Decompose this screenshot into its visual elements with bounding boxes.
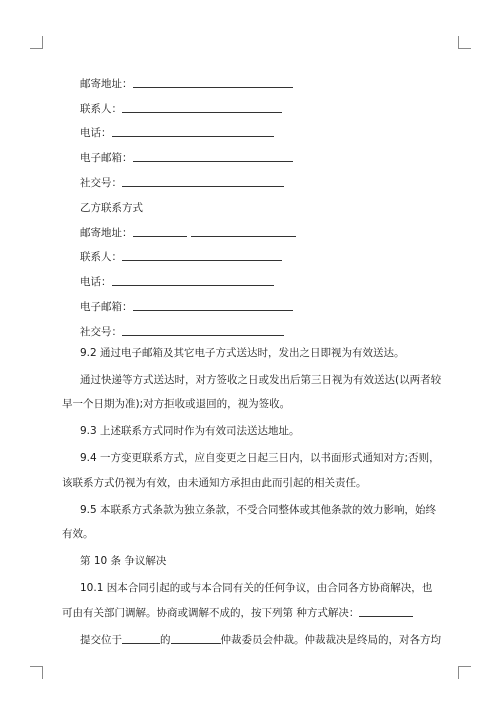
arb-prefix: 提交位于: [80, 633, 122, 646]
fill-line[interactable]: [112, 126, 274, 137]
field-label: 电话：: [80, 276, 112, 289]
party-b-title: 乙方联系方式: [80, 201, 143, 214]
field-label: 电话：: [80, 127, 112, 140]
field-email-b: [62, 289, 442, 314]
fill-line[interactable]: [122, 325, 284, 336]
fill-line[interactable]: [122, 250, 282, 261]
field-label: 邮寄地址：: [80, 77, 133, 90]
field-label: 邮寄地址：: [80, 226, 133, 239]
arb-suffix: 仲裁委员会仲裁。仲裁裁决是终局的，对各方均: [220, 633, 441, 646]
fill-line[interactable]: [112, 275, 274, 286]
field-phone-a: [62, 116, 442, 141]
field-label: 社交号：: [80, 176, 122, 189]
field-label: 电子邮箱：: [80, 152, 133, 165]
clause-10-1-text: 10.1 因本合同引起的或与本合同有关的任何争议，由合同各方协商解决，也可由有关部门调解。协商或调解不成的，按下列第 种方式解决：: [62, 581, 433, 619]
clause-9-5: 9.5 本联系方式条款为独立条款，不受合同整体或其他条款的效力影响，始终有效。: [62, 503, 437, 541]
field-email-a: [62, 140, 442, 165]
fill-line[interactable]: [191, 226, 296, 237]
fill-line[interactable]: [133, 300, 293, 311]
field-mailing-address-b: [62, 215, 442, 240]
fill-line[interactable]: [133, 226, 187, 237]
field-social-id-a: [62, 165, 442, 190]
fill-line[interactable]: [359, 606, 413, 617]
document-body: [62, 66, 442, 652]
field-label: 社交号：: [80, 325, 122, 338]
fill-line[interactable]: [171, 633, 221, 644]
article-10-heading: 第 10 条 争议解决: [80, 555, 167, 568]
field-phone-b: [62, 264, 442, 289]
field-contact-person-b: [62, 240, 442, 265]
fill-line[interactable]: [133, 151, 293, 162]
field-contact-person-a: [62, 91, 442, 116]
arb-mid: 的: [160, 633, 171, 646]
crop-mark-top-right: [458, 36, 471, 49]
crop-mark-bottom-left: [30, 666, 43, 679]
fill-line[interactable]: [122, 102, 282, 113]
field-social-id-b: [62, 314, 442, 339]
field-label: 联系人：: [80, 251, 122, 264]
clause-9-2-delivery: 通过快递等方式送达时，对方签收之日或发出后第三日视为有效送达(以两者较早一个日期为准);对方拒收或退回的，视为签收。: [62, 373, 442, 411]
crop-mark-bottom-right: [458, 666, 471, 679]
clause-9-2: 9.2 通过电子邮箱及其它电子方式送达时，发出之日即视为有效送达。: [80, 346, 405, 359]
clause-9-4: 9.4 一方变更联系方式，应自变更之日起三日内，以书面形式通知对方;否则，该联系方式仍视为有效，由未通知方承担由此而引起的相关责任。: [62, 451, 440, 489]
fill-line[interactable]: [122, 633, 160, 644]
clause-arbitration: [62, 628, 442, 653]
clause-9-3: 9.3 上述联系方式同时作为有效司法送达地址。: [80, 425, 300, 438]
field-mailing-address-a: [62, 66, 442, 91]
fill-line[interactable]: [133, 77, 293, 88]
clause-10-1: [62, 576, 442, 626]
field-label: 联系人：: [80, 102, 122, 115]
crop-mark-top-left: [30, 36, 43, 49]
fill-line[interactable]: [122, 176, 284, 187]
field-label: 电子邮箱：: [80, 300, 133, 313]
